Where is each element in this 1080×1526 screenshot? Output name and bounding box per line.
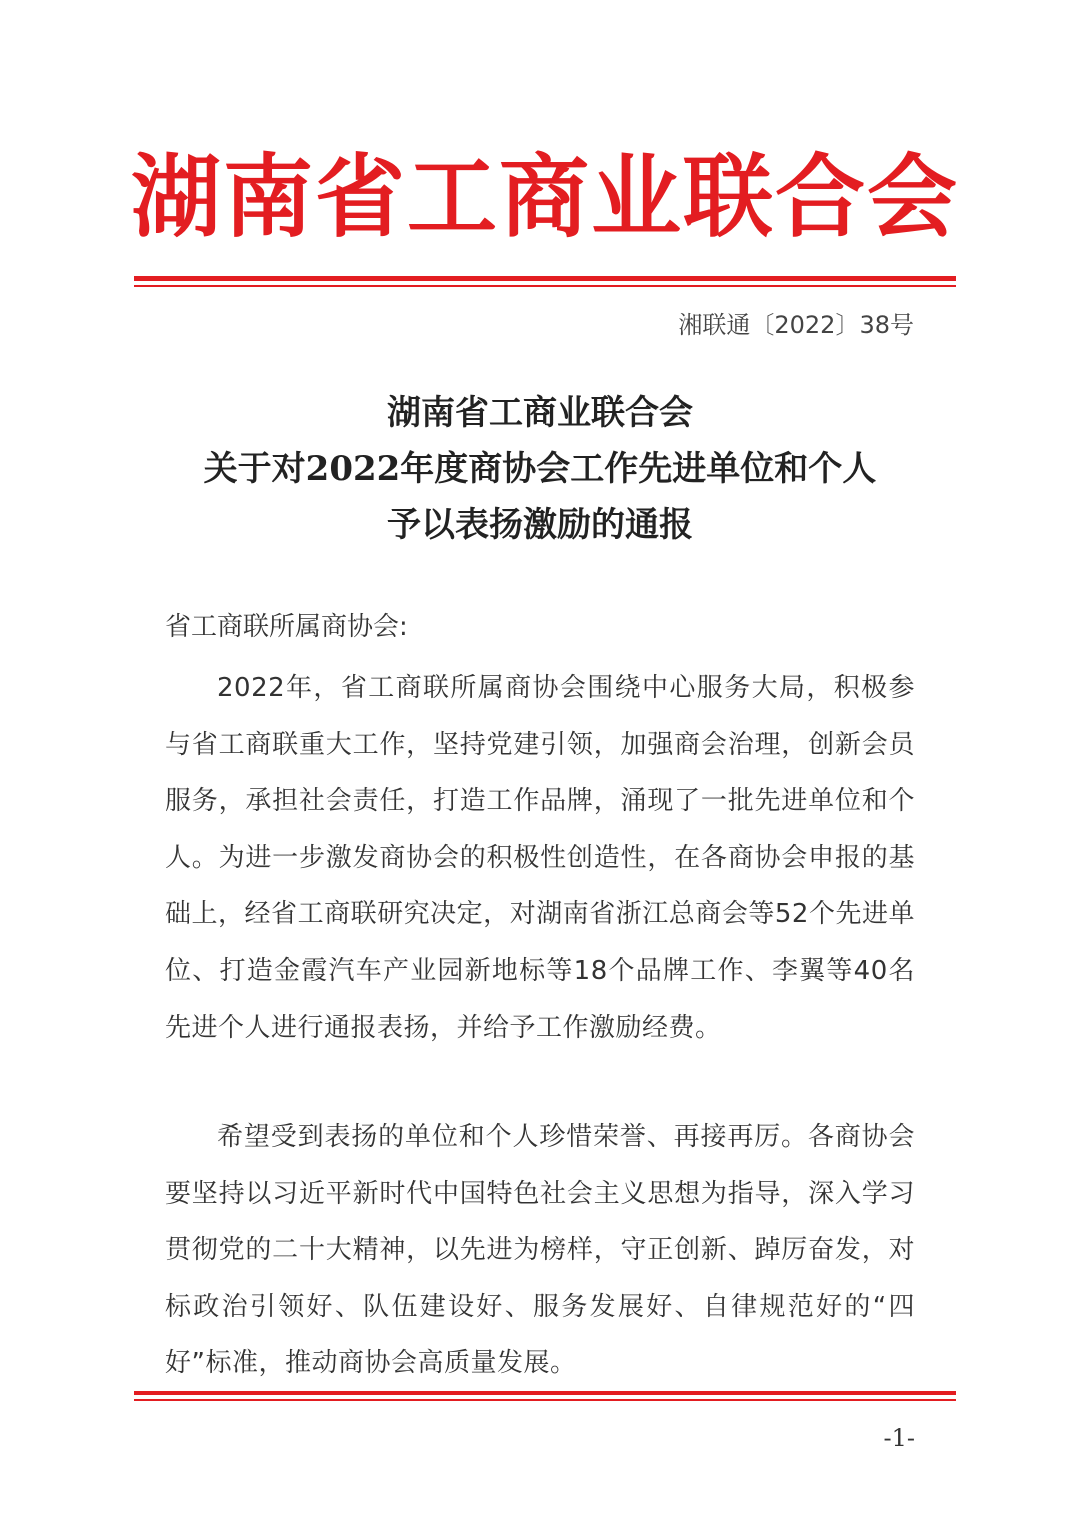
title-line-1: 湖南省工商业联合会 — [387, 393, 693, 433]
body-paragraph-2: 希望受到表扬的单位和个人珍惜荣誉、再接再厉。各商协会要坚持以习近平新时代中国特色社会主义思想为指导，深入学习贯彻党的二十大精神，以先进为榜样，守正创新、踔厉奋发，对标政治引领好、队伍建设好、服务发展好、自律规范好的“四好”标准，推动商协会高质量发展。 — [165, 1122, 915, 1379]
body-paragraph-1: 2022年，省工商联所属商协会围绕中心服务大局，积极参与省工商联重大工作，坚持党建引领，加强商会治理，创新会员服务，承担社会责任，打造工作品牌，涌现了一批先进单位和个人。为进一步激发商协会的积极性创造性，在各商协会申报的基础上，经省工商联研究决定，对湖南省浙江总商会等52个先进单位、打造金霞汽车产业园新地标等18个品牌工作、李翼等40名先进个人进行通报表扬，并给予工作激励经费。 — [165, 673, 915, 1043]
document-title — [130, 385, 950, 553]
header-divider-thin — [134, 285, 956, 287]
salutation: 省工商联所属商协会: — [165, 612, 408, 642]
footer-divider-thin — [134, 1399, 956, 1401]
document-number: 湘联通〔2022〕38号 — [678, 311, 914, 339]
header-divider-thick — [134, 276, 956, 281]
organization-masthead: 湖南省工商业联合会 — [131, 144, 959, 250]
footer-divider-thick — [134, 1391, 956, 1395]
title-line-2: 关于对2022年度商协会工作先进单位和个人 — [203, 449, 877, 489]
title-line-3: 予以表扬激励的通报 — [387, 505, 693, 545]
page-number: -1- — [883, 1424, 915, 1452]
